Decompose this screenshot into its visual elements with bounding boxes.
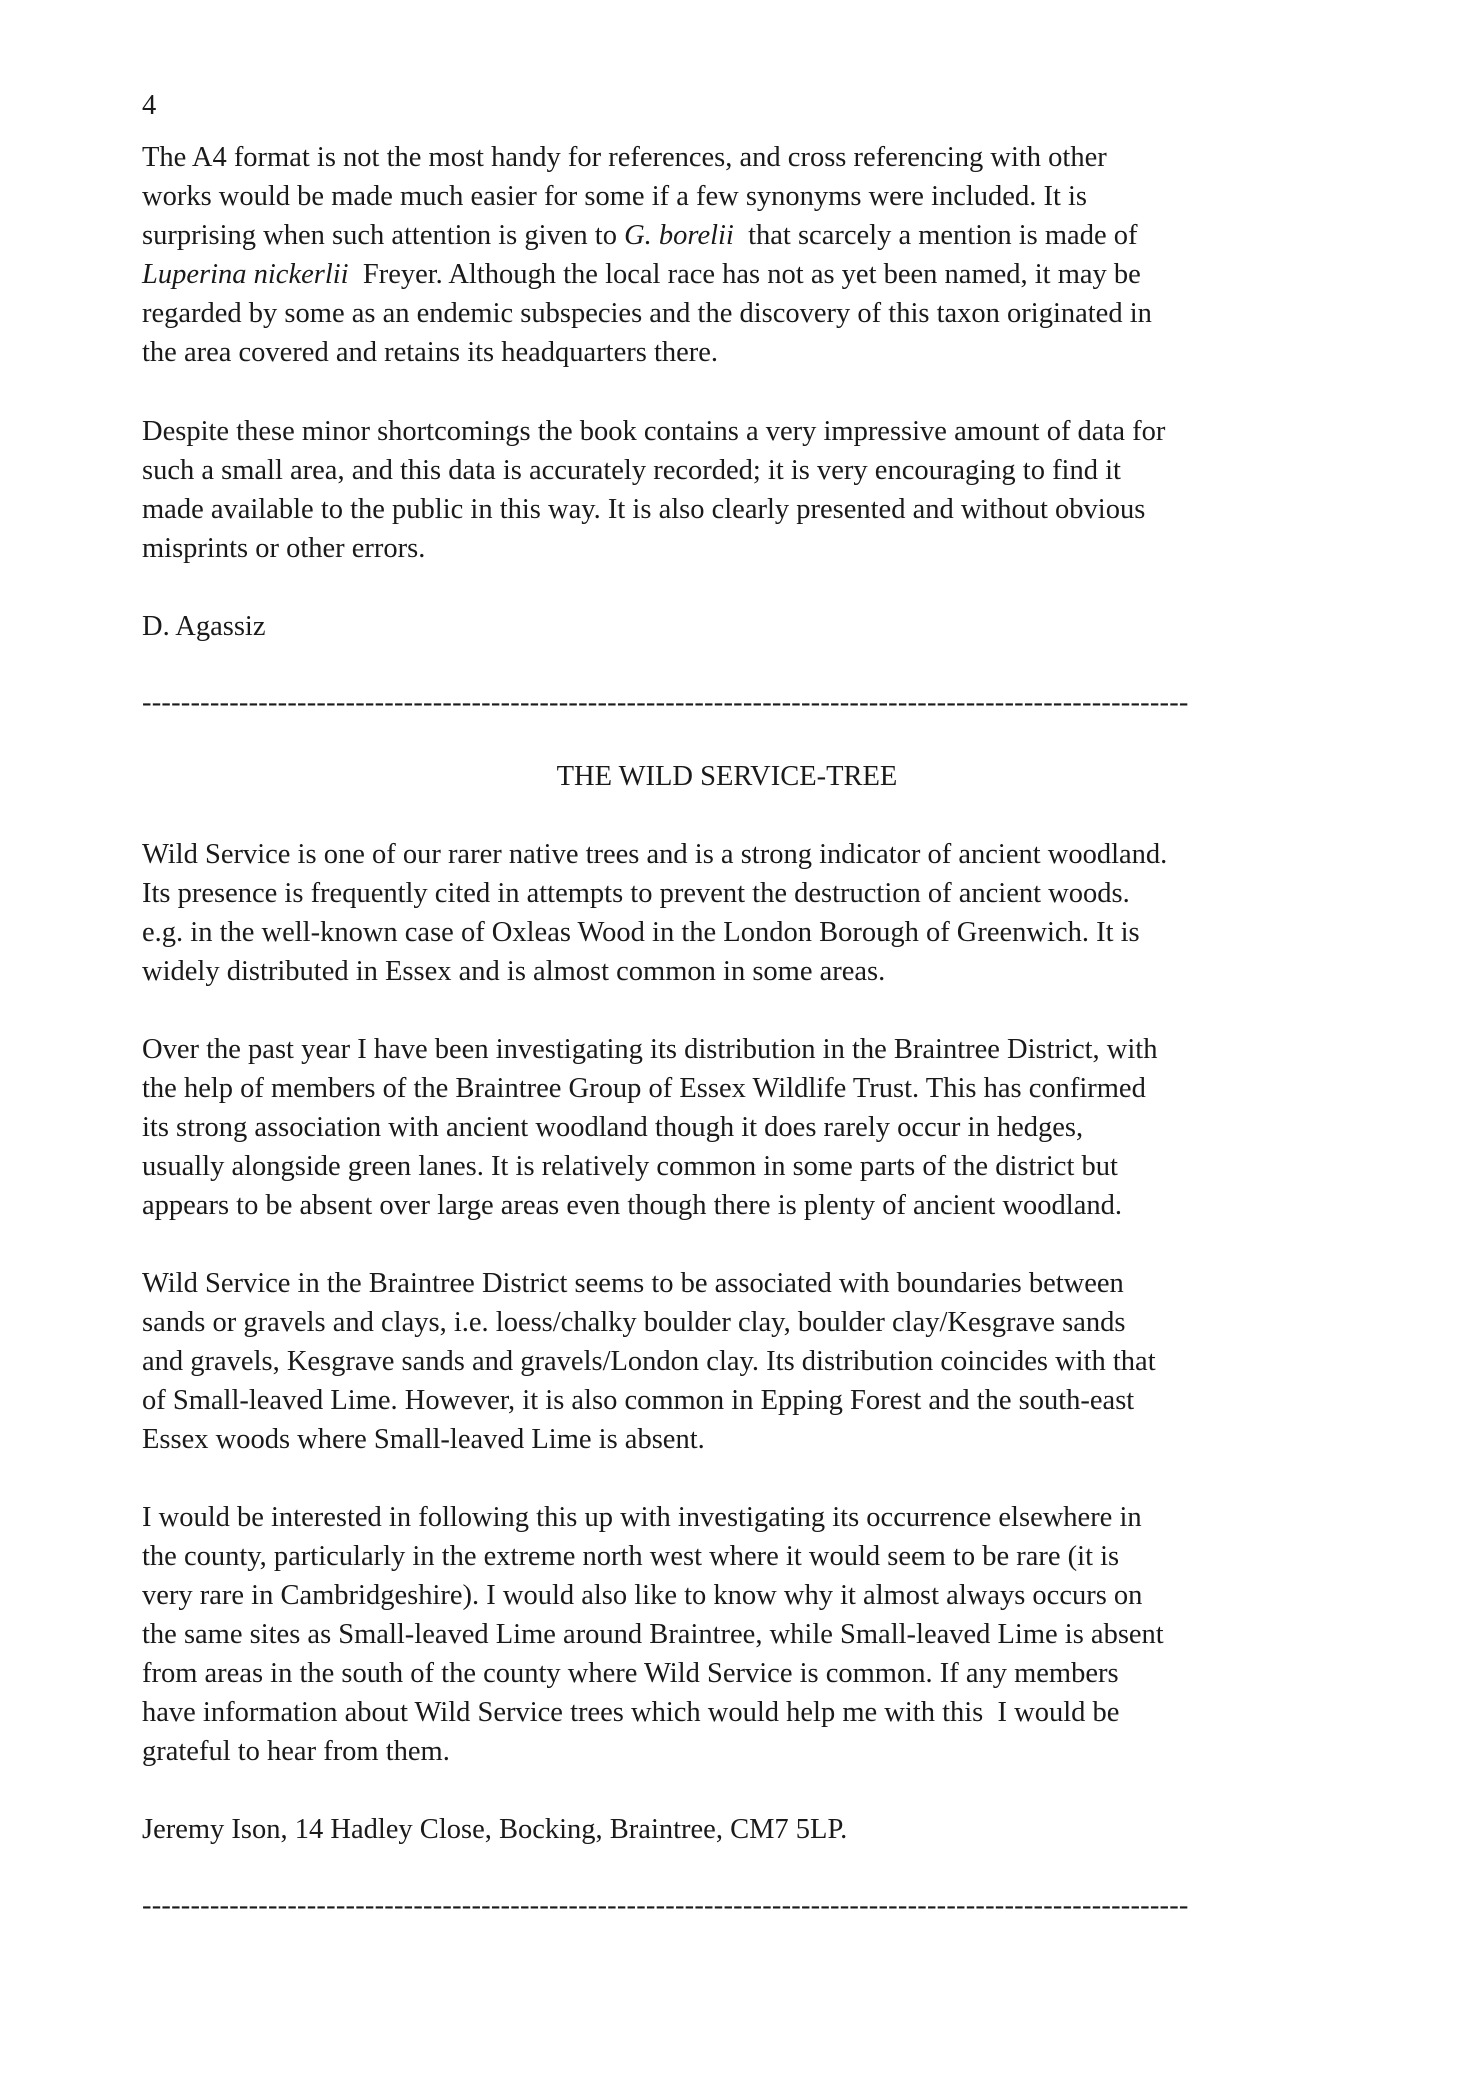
article-paragraph-3 bbox=[142, 1264, 1342, 1459]
text-line: e.g. in the well-known case of Oxleas Wood in the London Borough of Greenwich. It is bbox=[142, 917, 1140, 948]
text-line: the same sites as Small-leaved Lime around Braintree, while Small-leaved Lime is absent bbox=[142, 1619, 1164, 1650]
text-line: grateful to hear from them. bbox=[142, 1736, 450, 1767]
text-line: I would be interested in following this up with investigating its occurrence elsewhere in bbox=[142, 1502, 1142, 1533]
text-line: The A4 format is not the most handy for references, and cross referencing with other bbox=[142, 142, 1107, 173]
review-paragraph-2 bbox=[142, 412, 1342, 568]
text-line: made available to the public in this way. It is also clearly presented and without obvious bbox=[142, 494, 1146, 525]
text-line: from areas in the south of the county where Wild Service is common. If any members bbox=[142, 1658, 1119, 1689]
text-line: of Small-leaved Lime. However, it is also common in Epping Forest and the south-east bbox=[142, 1385, 1135, 1416]
text-line: Its presence is frequently cited in attempts to prevent the destruction of ancient woods. bbox=[142, 878, 1130, 909]
text-line: Wild Service is one of our rarer native trees and is a strong indicator of ancient woodland. bbox=[142, 839, 1168, 870]
article-paragraph-1 bbox=[142, 835, 1342, 991]
review-signature: D. Agassiz bbox=[142, 611, 266, 642]
article-paragraph-2 bbox=[142, 1030, 1342, 1225]
author-address: Jeremy Ison, 14 Hadley Close, Bocking, Braintree, CM7 5LP. bbox=[142, 1814, 848, 1845]
text-run: that scarcely a mention is made of bbox=[733, 220, 1138, 251]
species-name: Luperina nickerlii bbox=[142, 259, 349, 290]
text-line: its strong association with ancient woodland though it does rarely occur in hedges, bbox=[142, 1112, 1084, 1143]
text-line bbox=[142, 216, 1342, 255]
text-line: have information about Wild Service trees which would help me with this I would be bbox=[142, 1697, 1120, 1728]
section-separator-end: ------------------------------------------------------------------------------------------------------------ bbox=[142, 1890, 1189, 1921]
text-line: regarded by some as an endemic subspecies and the discovery of this taxon originated in bbox=[142, 298, 1152, 329]
text-line: and gravels, Kesgrave sands and gravels/London clay. Its distribution coincides with that bbox=[142, 1346, 1156, 1377]
text-line: Despite these minor shortcomings the book contains a very impressive amount of data for bbox=[142, 416, 1166, 447]
section-separator: ------------------------------------------------------------------------------------------------------------ bbox=[142, 687, 1189, 718]
page-number: 4 bbox=[142, 90, 157, 121]
species-name: G. borelii bbox=[624, 220, 734, 251]
text-line: appears to be absent over large areas even though there is plenty of ancient woodland. bbox=[142, 1190, 1122, 1221]
text-line: the area covered and retains its headquarters there. bbox=[142, 337, 719, 368]
text-line: misprints or other errors. bbox=[142, 533, 426, 564]
text-line: sands or gravels and clays, i.e. loess/chalky boulder clay, boulder clay/Kesgrave sands bbox=[142, 1307, 1126, 1338]
text-line bbox=[142, 255, 1342, 294]
text-line: the help of members of the Braintree Group of Essex Wildlife Trust. This has confirmed bbox=[142, 1073, 1146, 1104]
article-paragraph-4 bbox=[142, 1498, 1342, 1771]
review-paragraph-1 bbox=[142, 138, 1342, 372]
text-run: Freyer. Although the local race has not as yet been named, it may be bbox=[348, 259, 1141, 290]
text-line: usually alongside green lanes. It is relatively common in some parts of the district but bbox=[142, 1151, 1118, 1182]
text-line: widely distributed in Essex and is almost common in some areas. bbox=[142, 956, 886, 987]
text-line: works would be made much easier for some if a few synonyms were included. It is bbox=[142, 181, 1087, 212]
text-line: the county, particularly in the extreme north west where it would seem to be rare (it is bbox=[142, 1541, 1120, 1572]
text-line: very rare in Cambridgeshire). I would also like to know why it almost always occurs on bbox=[142, 1580, 1143, 1611]
text-run: surprising when such attention is given to bbox=[142, 220, 625, 251]
text-line: such a small area, and this data is accurately recorded; it is very encouraging to find it bbox=[142, 455, 1121, 486]
text-line: Essex woods where Small-leaved Lime is absent. bbox=[142, 1424, 705, 1455]
text-line: Wild Service in the Braintree District seems to be associated with boundaries between bbox=[142, 1268, 1124, 1299]
article-title: THE WILD SERVICE-TREE bbox=[556, 761, 898, 792]
text-line: Over the past year I have been investigating its distribution in the Braintree District, with bbox=[142, 1034, 1158, 1065]
